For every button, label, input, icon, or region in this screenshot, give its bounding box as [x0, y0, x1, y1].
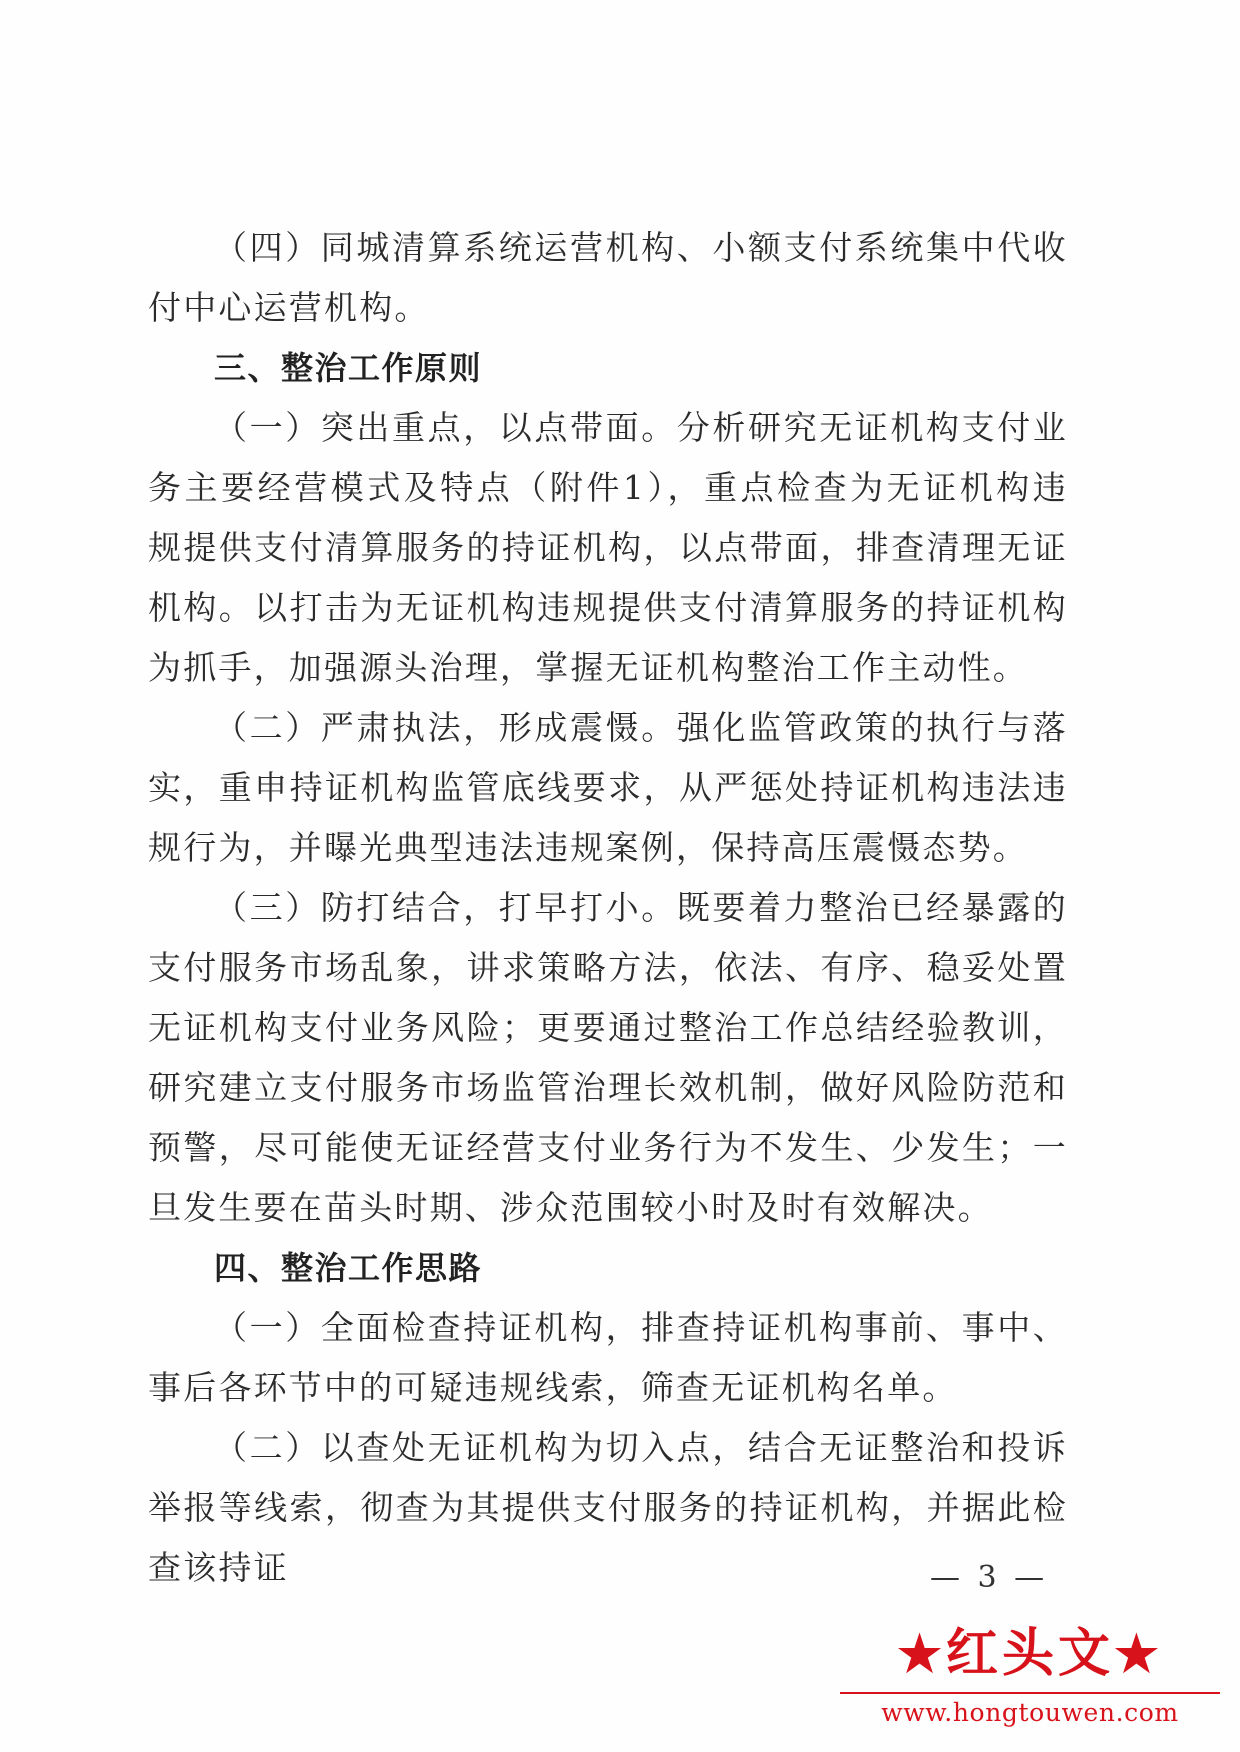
section-heading-3: 三、整治工作原则 [214, 349, 483, 387]
star-icon: ★ [897, 1624, 946, 1683]
paragraph-4-2: （二）以查处无证机构为切入点，结合无证整治和投诉举报等线索，彻查为其提供支付服务的持证机构，并据此检查该持证 [148, 1428, 1068, 1587]
watermark-logo [840, 1618, 1220, 1738]
paragraph-3-2: （二）严肃执法，形成震慑。强化监管政策的执行与落实，重申持证机构监管底线要求，从严惩处持证机构违法违规行为，并曝光典型违法违规案例，保持高压震慑态势。 [148, 708, 1068, 867]
star-icon: ★ [1114, 1624, 1163, 1683]
section-heading-4: 四、整治工作思路 [214, 1249, 483, 1287]
paragraph-4: （四）同城清算系统运营机构、小额支付系统集中代收付中心运营机构。 [148, 228, 1068, 327]
paragraph-4-1: （一）全面检查持证机构，排查持证机构事前、事中、事后各环节中的可疑违规线索，筛查无证机构名单。 [148, 1308, 1068, 1407]
watermark-url: www.hongtouwen.com [840, 1692, 1220, 1727]
watermark-title [840, 1618, 1220, 1690]
document-body [148, 218, 1068, 1598]
page-number: — 3 — [930, 1560, 1049, 1595]
watermark-title-text: 红头文 [945, 1623, 1114, 1684]
paragraph-3-1: （一）突出重点，以点带面。分析研究无证机构支付业务主要经营模式及特点（附件1），重点检查为无证机构违规提供支付清算服务的持证机构，以点带面，排查清理无证机构。以打击为无证机构违规提供支付清算服务的持证机构为抓手，加强源头治理，掌握无证机构整治工作主动性。 [148, 408, 1068, 687]
paragraph-3-3: （三）防打结合，打早打小。既要着力整治已经暴露的支付服务市场乱象，讲求策略方法，依法、有序、稳妥处置无证机构支付业务风险；更要通过整治工作总结经验教训，研究建立支付服务市场监管治理长效机制，做好风险防范和预警，尽可能使无证经营支付业务行为不发生、少发生；一旦发生要在苗头时期、涉众范围较小时及时有效解决。 [148, 888, 1068, 1227]
